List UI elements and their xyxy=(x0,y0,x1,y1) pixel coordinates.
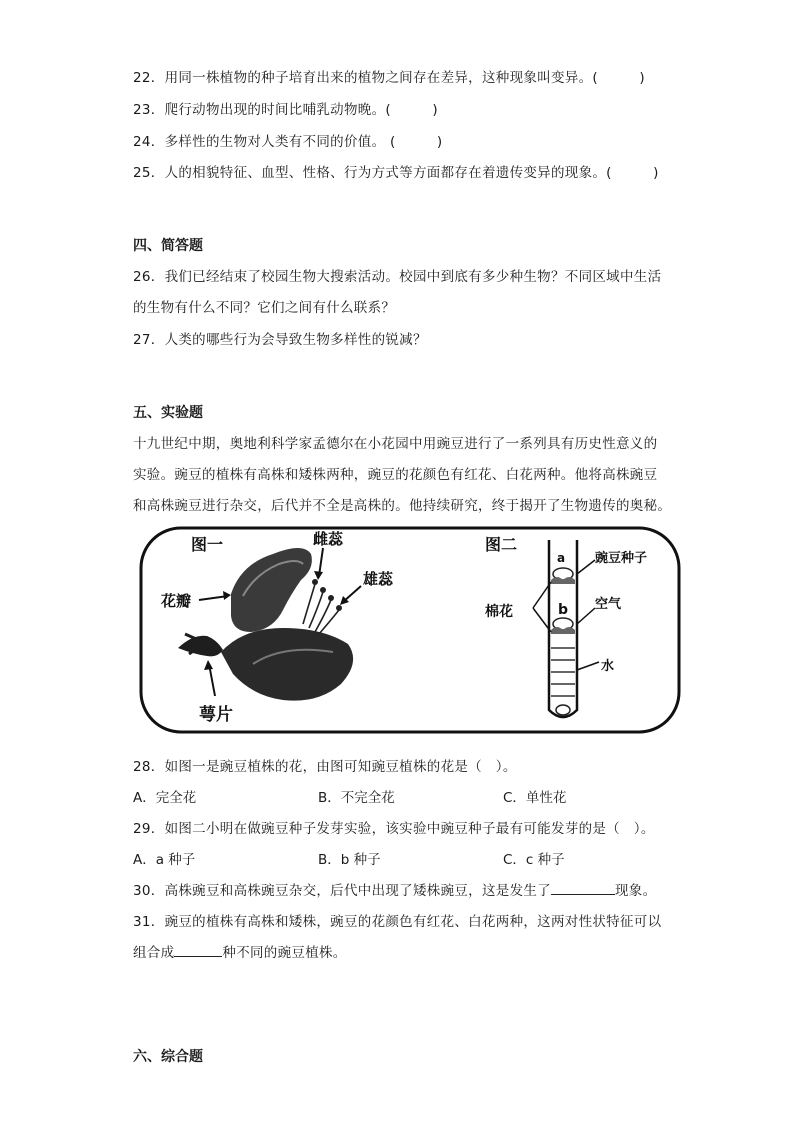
experiment-figure xyxy=(133,524,685,736)
q30-text-after: 现象。 xyxy=(614,883,657,899)
q28-option-c[interactable]: C．单性花 xyxy=(503,790,567,806)
q31-text-after: 种不同的豌豆植株。 xyxy=(222,945,347,961)
q29-option-b[interactable]: B．b 种子 xyxy=(318,852,381,868)
question-30 xyxy=(133,879,656,899)
question-29: 29．如图二小明在做豌豆种子发芽实验，该实验中豌豆种子最有可能发芽的是（ ）。 xyxy=(133,821,655,837)
question-31-line-1: 31．豌豆的植株有高株和矮株，豌豆的花颜色有红花、白花两种，这两对性状特征可以 xyxy=(133,914,662,930)
question-24: 24．多样性的生物对人类有不同的价值。 ( ) xyxy=(133,134,443,150)
intro-line-1: 十九世纪中期，奥地利科学家孟德尔在小花园中用豌豆进行了一系列具有历史性意义的 xyxy=(133,436,658,452)
fig1-sepal-label: 萼片 xyxy=(199,705,233,725)
question-23: 23．爬行动物出现的时间比哺乳动物晚。( ) xyxy=(133,102,438,118)
q30-text-before: 30．高株豌豆和高株豌豆杂交，后代中出现了矮株豌豆，这是发生了 xyxy=(133,883,551,899)
intro-line-2: 实验。豌豆的植株有高株和矮株两种，豌豆的花颜色有红花、白花两种。他将高株豌豆 xyxy=(133,467,658,483)
q31-text-before: 组合成 xyxy=(133,945,175,961)
intro-line-3: 和高株豌豆进行杂交，后代并不全是高株的。他持续研究，终于揭开了生物遗传的奥秘。 xyxy=(133,498,672,514)
section-6-title: 六、综合题 xyxy=(133,1049,203,1065)
q30-answer-blank[interactable] xyxy=(551,882,615,895)
fig2-air-label: 空气 xyxy=(595,597,622,612)
test-tube-drawing xyxy=(485,535,647,717)
fig1-pistil-label: 雌蕊 xyxy=(313,530,344,548)
question-25: 25．人的相貌特征、血型、性格、行为方式等方面都存在着遗传变异的现象。( ) xyxy=(133,165,659,181)
question-26-line-1: 26．我们已经结束了校园生物大搜索活动。校园中到底有多少种生物？不同区域中生活 xyxy=(133,269,662,285)
section-4-title: 四、简答题 xyxy=(133,238,203,254)
fig1-stamen-label: 雄蕊 xyxy=(363,570,394,588)
question-27: 27．人类的哪些行为会导致生物多样性的锐减？ xyxy=(133,332,427,348)
question-26-line-2: 的生物有什么不同？它们之间有什么联系？ xyxy=(133,300,396,316)
fig2-label-a: a xyxy=(557,551,566,565)
q28-option-a[interactable]: A．完全花 xyxy=(133,790,197,806)
q28-option-b[interactable]: B．不完全花 xyxy=(318,790,395,806)
fig2-title: 图二 xyxy=(485,535,518,554)
fig2-cotton-label: 棉花 xyxy=(485,604,513,620)
fig2-water-label: 水 xyxy=(601,659,615,674)
question-28: 28．如图一是豌豆植株的花，由图可知豌豆植株的花是（ ）。 xyxy=(133,759,517,775)
q31-answer-blank[interactable] xyxy=(174,944,222,957)
fig1-title: 图一 xyxy=(191,535,224,554)
question-22: 22．用同一株植物的种子培育出来的植物之间存在差异，这种现象叫变异。( ) xyxy=(133,70,645,86)
fig2-label-b: b xyxy=(558,602,569,618)
pea-flower-drawing xyxy=(160,530,394,725)
question-31-line-2 xyxy=(133,941,347,961)
fig1-petal-label: 花瓣 xyxy=(161,592,192,610)
fig2-seed-label: 豌豆种子 xyxy=(595,551,648,566)
section-5-title: 五、实验题 xyxy=(133,405,203,421)
q29-option-c[interactable]: C．c 种子 xyxy=(503,852,565,868)
q29-option-a[interactable]: A．a 种子 xyxy=(133,852,196,868)
